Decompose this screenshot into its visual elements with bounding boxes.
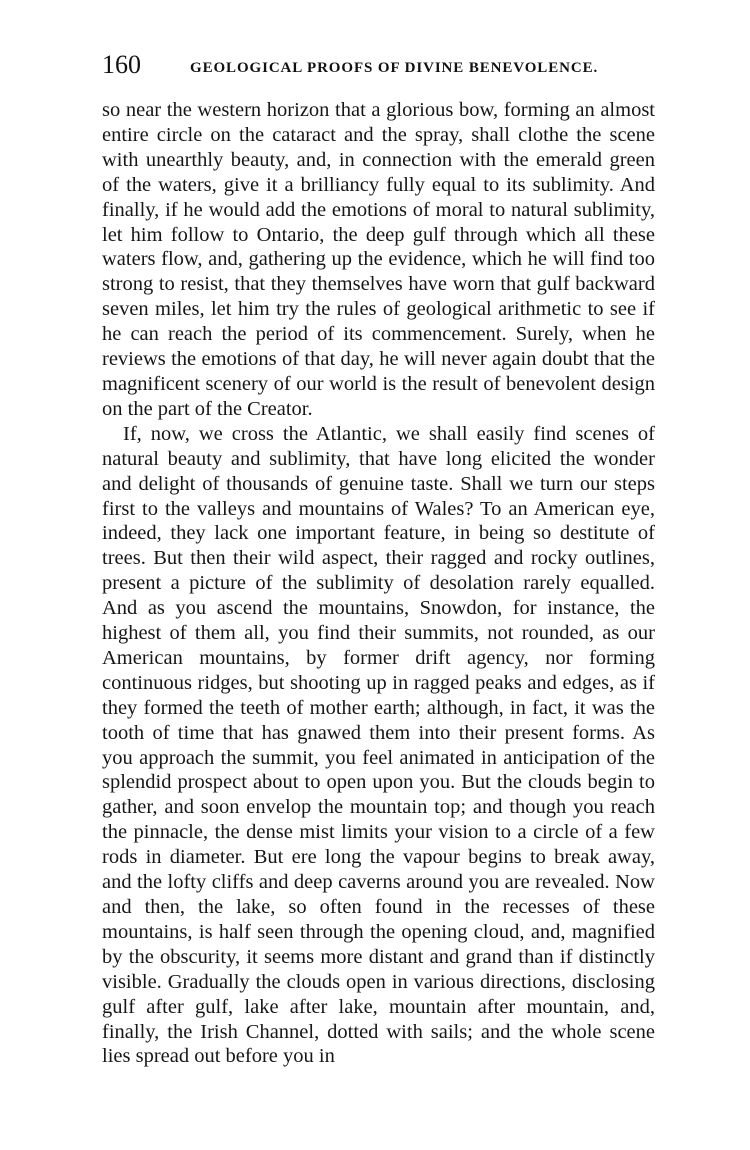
paragraph-atlantic-wales: If, now, we cross the Atlantic, we shall easily find scenes of natural beauty and sublimity, that have long elicited the wonder and delight of thousands of genuine taste. Shall we turn our steps first to the valleys and mountains of Wales? To an American eye, indeed, they lack one important feature, in being so destitute of trees. But then their wild aspect, their ragged and rocky outlines, present a picture of the sublimity of desolation rarely equalled. And as you ascend the mountains, Snowdon, for instance, the highest of them all, you find their summits, not rounded, as our American mountains, by former drift agency, nor forming continuous ridges, but shooting up in ragged peaks and edges, as if they formed the teeth of mother earth; although, in fact, it was the tooth of time that has gnawed them into their present forms. As you approach the summit, you feel animated in anticipation of the splendid prospect about to open upon you. But the clouds begin to gather, and soon envelop the mountain top; and though you reach the pinnacle, the dense mist limits your vision to a circle of a few rods in diameter. But ere long the vapour begins to break away, and the lofty cliffs and deep caverns around you are revealed. Now and then, the lake, so often found in the recesses of these mountains, is half seen through the opening cloud, and, magnified by the obscurity, it seems more distant and grand than if distinctly visible. Gradually the clouds open in various directions, disclosing gulf after gulf, lake after lake, mountain after mountain, and, finally, the Irish Channel, dotted with sails; and the whole scene lies spread out before you in: [102, 422, 655, 1068]
paragraph-continuation: so near the western horizon that a glorious bow, forming an almost entire circle on the cataract and the spray, shall clothe the scene with unearthly beauty, and, in connection with the emerald green of the waters, give it a brilliancy fully equal to its sublimity. And finally, if he would add the emotions of moral to natural sublimity, let him follow to Ontario, the deep gulf through which all these waters flow, and, gathering up the evidence, which he will find too strong to resist, that they themselves have worn that gulf backward seven miles, let him try the rules of geological arithmetic to see if he can reach the period of its commencement. Surely, when he reviews the emotions of that day, he will never again doubt that the magnificent scenery of our world is the result of benevolent design on the part of the Creator.: [102, 99, 655, 420]
page-number: 160: [102, 50, 141, 79]
running-title: GEOLOGICAL PROOFS OF DIVINE BENEVOLENCE.: [190, 60, 599, 76]
running-head: [102, 50, 662, 84]
body-text: [102, 98, 655, 1069]
